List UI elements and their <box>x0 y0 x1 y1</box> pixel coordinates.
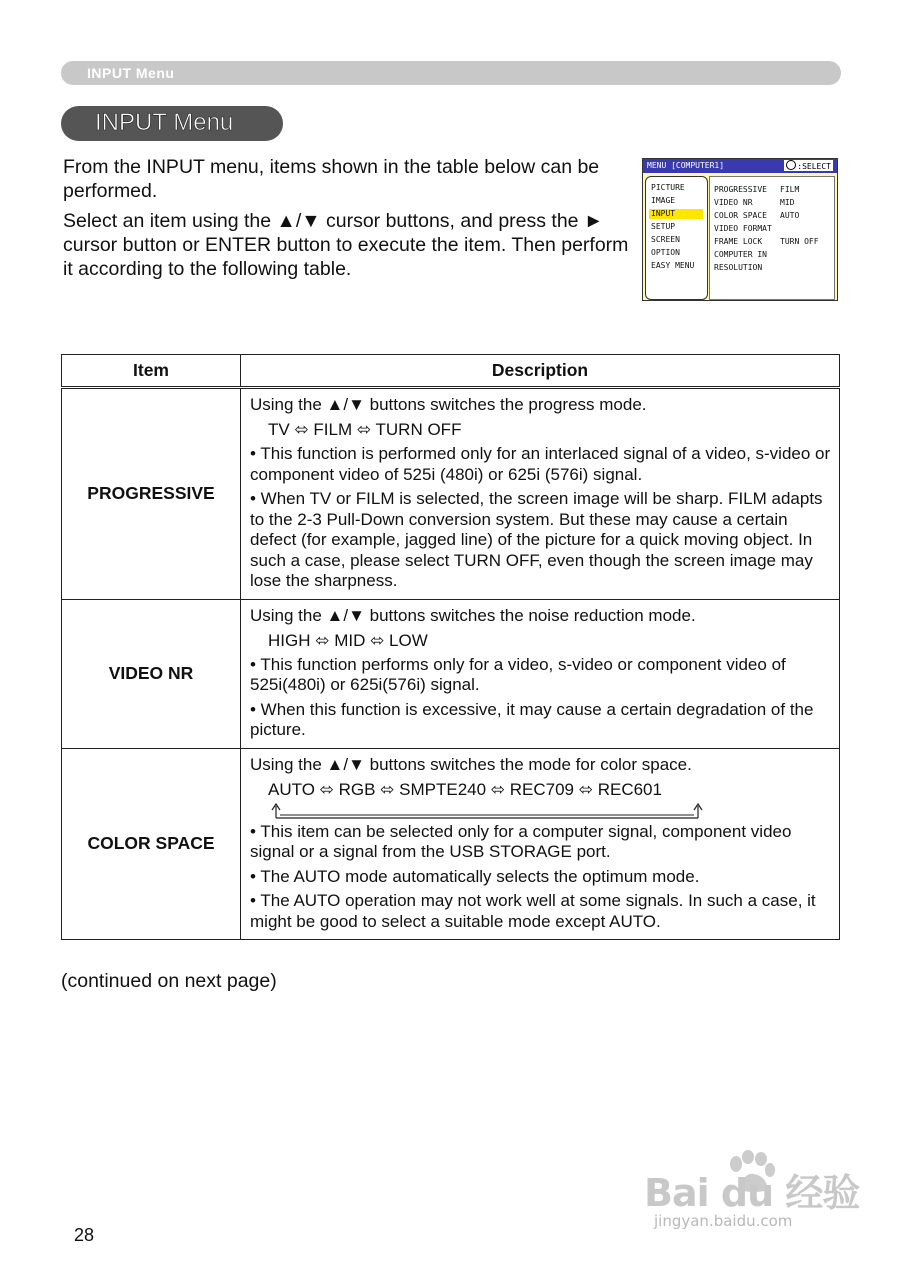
cycle-loop-arrow <box>250 800 831 822</box>
joystick-icon <box>786 160 796 170</box>
description-lead: Using the ▲/▼ buttons switches the mode for color space. <box>250 754 692 774</box>
menu-item-computer-in[interactable]: COMPUTER IN <box>714 250 767 259</box>
description-lead: Using the ▲/▼ buttons switches the noise reduction mode. <box>250 605 696 625</box>
menu-category-screen[interactable]: SCREEN <box>651 235 680 244</box>
menu-item-video-nr[interactable]: VIDEO NR <box>714 198 753 207</box>
mode-cycle: HIGH ⬄ MID ⬄ LOW <box>268 630 428 650</box>
row-item-color-space: COLOR SPACE <box>62 748 241 940</box>
description-bullet: • This item can be selected only for a computer signal, component video signal or a signal from the USB STORAGE port. <box>250 821 792 861</box>
menu-value-color-space: AUTO <box>780 211 800 220</box>
page-title-pill <box>61 106 283 141</box>
mode-cycle: AUTO ⬄ RGB ⬄ SMPTE240 ⬄ REC709 ⬄ REC601 <box>268 779 662 799</box>
menu-item-progressive[interactable]: PROGRESSIVE <box>714 185 767 194</box>
menu-item-video-format[interactable]: VIDEO FORMAT <box>714 224 772 233</box>
description-lead: Using the ▲/▼ buttons switches the progress mode. <box>250 395 647 414</box>
menu-item-frame-lock[interactable]: FRAME LOCK <box>714 237 763 246</box>
menu-category-easy-menu[interactable]: EASY MENU <box>651 261 695 270</box>
description-bullet: • This function is performed only for an interlaced signal of a video, s-video or component video of 525i (480i) or 625i (576i) signal. <box>250 444 831 484</box>
menu-category-picture[interactable]: PICTURE <box>651 183 685 192</box>
intro-paragraph-2: Select an item using the ▲/▼ cursor buttons, and press the ► cursor button or ENTER button to execute the item. Then perform it according to the following table. <box>63 210 629 280</box>
menu-item-list <box>709 176 835 300</box>
page-title: INPUT Menu <box>95 109 234 136</box>
column-header-item: Item <box>62 355 241 388</box>
row-item-video-nr: VIDEO NR <box>62 599 241 748</box>
table-row <box>62 748 840 940</box>
loop-arrow-icon <box>250 800 710 822</box>
menu-title-bar <box>643 159 837 173</box>
continued-note: (continued on next page) <box>61 970 277 992</box>
watermark-url: jingyan.baidu.com <box>654 1212 793 1230</box>
menu-select-hint <box>784 160 833 171</box>
mode-cycle: TV ⬄ FILM ⬄ TURN OFF <box>268 420 462 439</box>
menu-category-option[interactable]: OPTION <box>651 248 680 257</box>
input-menu-table <box>61 354 840 940</box>
column-header-description: Description <box>241 355 840 388</box>
table-header-row <box>62 355 840 388</box>
row-item-progressive: PROGRESSIVE <box>62 388 241 600</box>
row-description <box>241 599 840 748</box>
description-bullet: • The AUTO mode automatically selects the optimum mode. <box>250 866 700 886</box>
menu-category-list <box>645 176 708 300</box>
table-row <box>62 599 840 748</box>
menu-value-frame-lock: TURN OFF <box>780 237 819 246</box>
menu-value-video-nr: MID <box>780 198 795 207</box>
menu-value-progressive: FILM <box>780 185 800 194</box>
menu-category-image[interactable]: IMAGE <box>651 196 676 205</box>
menu-item-resolution[interactable]: RESOLUTION <box>714 263 763 272</box>
description-bullet: • When TV or FILM is selected, the screen image will be sharp. FILM adapts to the 2-3 Pull-Down conversion system. But these may cause a certain defect (for example, jagged line) of the picture for a quick moving object. In such a case, please select TURN OFF, even though the screen image may lose the sharpness. <box>250 489 823 590</box>
menu-select-label: :SELECT <box>797 162 831 171</box>
menu-body <box>643 173 837 300</box>
menu-category-setup[interactable]: SETUP <box>651 222 676 231</box>
section-header-bar <box>61 61 841 85</box>
description-bullet: • The AUTO operation may not work well at some signals. In such a case, it might be good to select a suitable mode except AUTO. <box>250 891 816 931</box>
row-description <box>241 388 840 600</box>
row-description <box>241 748 840 940</box>
menu-item-color-space[interactable]: COLOR SPACE <box>714 211 767 220</box>
menu-title: MENU [COMPUTER1] <box>647 161 725 170</box>
description-bullet: • This function performs only for a video, s-video or component video of 525i(480i) or 625i(576i) signal. <box>250 654 786 694</box>
description-bullet: • When this function is excessive, it may cause a certain degradation of the picture. <box>250 699 814 739</box>
intro-text <box>63 155 633 287</box>
menu-screenshot <box>642 158 838 301</box>
section-header-label: INPUT Menu <box>87 65 175 81</box>
table-row <box>62 388 840 600</box>
intro-paragraph-1: From the INPUT menu, items shown in the table below can be performed. <box>63 156 600 202</box>
menu-category-input[interactable]: INPUT <box>649 209 703 219</box>
page-number: 28 <box>74 1225 95 1245</box>
watermark-brand: Bai du 经验 <box>644 1171 860 1215</box>
